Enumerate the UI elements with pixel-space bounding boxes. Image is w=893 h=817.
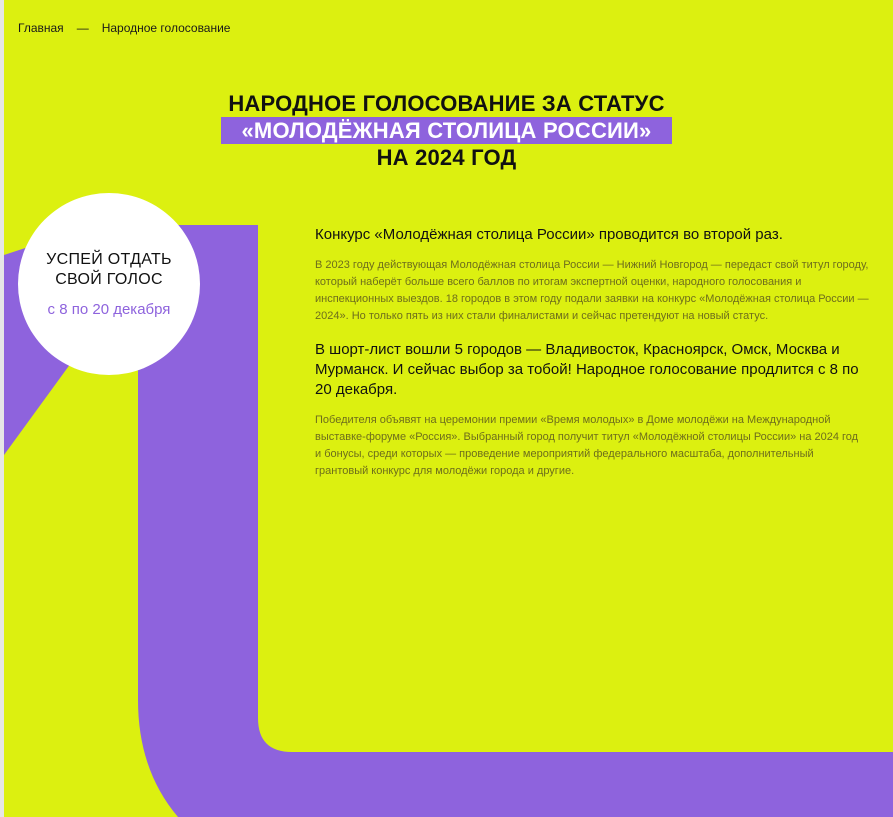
badge-dates: с 8 по 20 декабря: [47, 301, 171, 318]
vote-call-badge: [18, 193, 200, 375]
page-title: [0, 90, 893, 171]
breadcrumb-home-link[interactable]: Главная: [18, 21, 64, 35]
lead-paragraph-2: В шорт-лист вошли 5 городов — Владивосток, Красноярск, Омск, Москва и Мурманск. И сейчас выбор за тобой! Народное голосование продлится с 8 по 20 декабря.: [315, 341, 859, 398]
breadcrumb-current: Народное голосование: [101, 21, 231, 35]
badge-line-1: УСПЕЙ ОТДАТЬ: [46, 251, 172, 268]
title-line-1: НАРОДНОЕ ГОЛОСОВАНИЕ ЗА СТАТУС: [228, 91, 665, 116]
body-paragraph-2: Победителя объявят на церемонии премии «Время молодых» в Доме молодёжи на Международной выставке-форуме «Россия». Выбранный город получит титул «Молодёжной столицы России» на 2024 год и бонусы, среди которых — проведение мероприятий федерального масштаба, дополнительный грантовый конкурс для молодёжи города и другие.: [315, 414, 859, 477]
body-paragraph-1: В 2023 году действующая Молодёжная столица России — Нижний Новгород — передаст свой титул городу, который наберёт больше всего баллов по итогам экспертной оценки, народного голосования и инспекционных выездов. 18 городов в этом году подали заявки на конкурс «Молодёжная столица России — 2024». Но только пять из них стали финалистами и сейчас претендуют на новый статус.: [315, 259, 869, 322]
content-section: [315, 225, 875, 495]
badge-line-2: СВОЙ ГОЛОС: [55, 271, 163, 288]
breadcrumb-separator: —: [76, 21, 89, 35]
title-line-3: НА 2024 ГОД: [376, 145, 517, 170]
title-highlight: «МОЛОДЁЖНАЯ СТОЛИЦА РОССИИ»: [221, 117, 671, 144]
lead-paragraph-1: Конкурс «Молодёжная столица России» проводится во второй раз.: [315, 226, 783, 243]
breadcrumb: [18, 21, 230, 35]
